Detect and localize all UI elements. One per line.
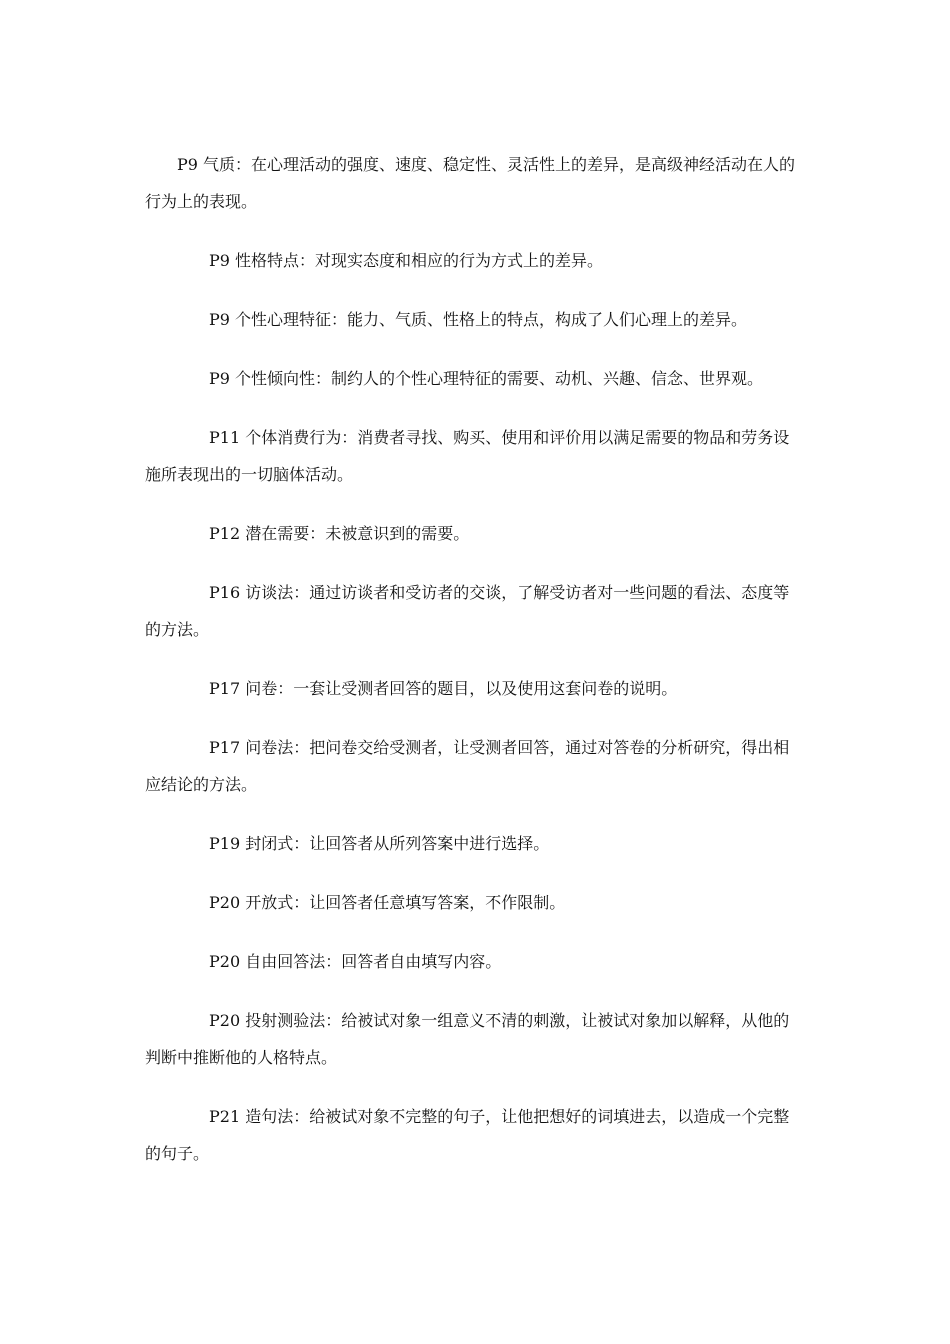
paragraph-zaojufa: P21 造句法：给被试对象不完整的句子，让他把想好的词填进去，以造成一个完整的句子。 xyxy=(145,1107,790,1163)
paragraph-fangtanfa: P16 访谈法：通过访谈者和受访者的交谈，了解受访者对一些问题的看法、态度等的方法。 xyxy=(145,583,790,639)
paragraph-fengbishi: P19 封闭式：让回答者从所列答案中进行选择。 xyxy=(209,834,550,853)
paragraph-ziyou-huidafa: P20 自由回答法：回答者自由填写内容。 xyxy=(209,952,502,971)
paragraph-xingge-tedian: P9 性格特点：对现实态度和相应的行为方式上的差异。 xyxy=(209,251,604,270)
paragraph-qianzai-xuyao: P12 潜在需要：未被意识到的需要。 xyxy=(209,524,470,543)
paragraph-toushe-ceyanfa: P20 投射测验法：给被试对象一组意义不清的刺激，让被试对象加以解释，从他的判断中推断他的人格特点。 xyxy=(145,1011,790,1067)
paragraph-gexing-qingxiangxing: P9 个性倾向性：制约人的个性心理特征的需要、动机、兴趣、信念、世界观。 xyxy=(209,369,764,388)
document-body xyxy=(145,146,805,1194)
paragraph-wenjuan: P17 问卷：一套让受测者回答的题目，以及使用这套问卷的说明。 xyxy=(209,679,678,698)
paragraph-gexing-xinli-tezheng: P9 个性心理特征：能力、气质、性格上的特点，构成了人们心理上的差异。 xyxy=(209,310,748,329)
paragraph-qizhi: P9 气质：在心理活动的强度、速度、稳定性、灵活性上的差异，是高级神经活动在人的行为上的表现。 xyxy=(145,155,796,211)
paragraph-kaifangshi: P20 开放式：让回答者任意填写答案，不作限制。 xyxy=(209,893,566,912)
paragraph-geti-xiaofei-xingwei: P11 个体消费行为：消费者寻找、购买、使用和评价用以满足需要的物品和劳务设施所表现出的一切脑体活动。 xyxy=(145,428,790,484)
paragraph-wenjuanfa: P17 问卷法：把问卷交给受测者，让受测者回答，通过对答卷的分析研究，得出相应结论的方法。 xyxy=(145,738,790,794)
